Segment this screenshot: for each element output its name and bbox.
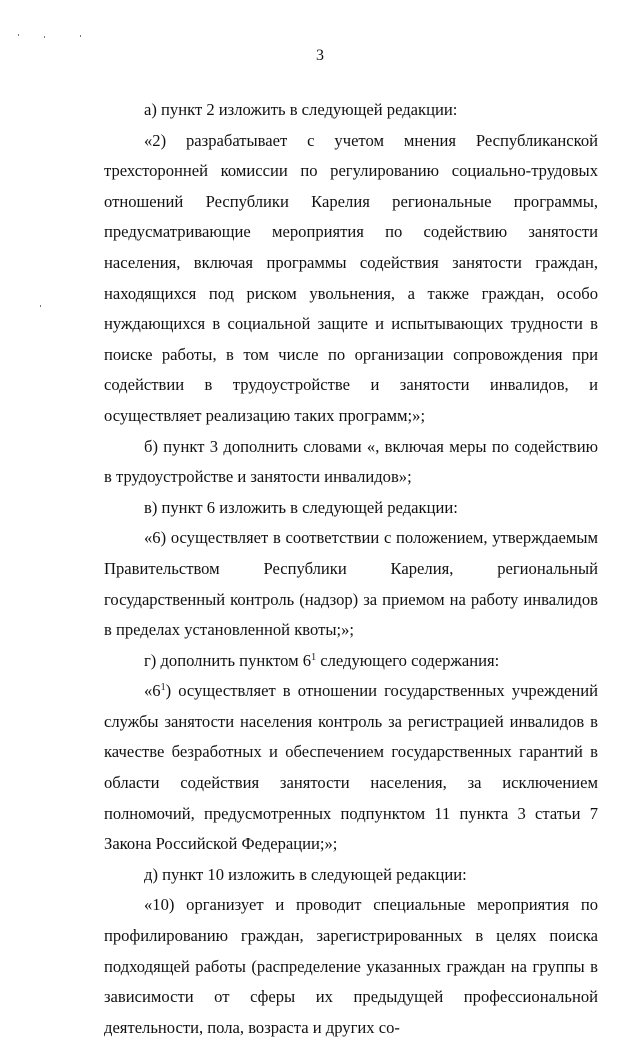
paragraph-text-after: ) осуществляет в отношении государственных учреждений службы занятости населения контроль за регистрацией инвалидов в качестве безработных и обеспечением государственных гарантий в области содействия занятости населения, за исключением полномочий, предусмотренных подпунктом 11 пункта 3 статьи 7 Закона Российской Федерации;»;: [104, 681, 598, 854]
scan-speck: [80, 35, 81, 37]
paragraph-point-6-1-text: [104, 676, 598, 860]
paragraph-item-d: д) пункт 10 изложить в следующей редакции:: [144, 864, 467, 884]
paragraph-point-10-text: «10) организует и проводит специальные мероприятия по профилированию граждан, зарегистрированных в целях поиска подходящей работы (распределение указанных граждан на группы в зависимости от сферы их предыдущей профессиональной деятельности, пола, возраста и других со-: [104, 895, 598, 1037]
document-body: [104, 95, 598, 1043]
paragraph-item-g: [104, 646, 598, 677]
paragraph-item-a: а) пункт 2 изложить в следующей редакции:: [144, 100, 458, 119]
paragraph-text-after: следующего содержания:: [316, 650, 500, 670]
scan-speck: [40, 305, 41, 307]
superscript-index: 1: [311, 651, 317, 663]
paragraph-text-before: «6: [144, 681, 161, 701]
paragraph-text-before: г) дополнить пунктом 6: [144, 650, 312, 670]
superscript-index: 1: [160, 682, 166, 694]
page-number: 3: [316, 47, 324, 64]
scan-speck: [18, 34, 19, 36]
scan-speck: [44, 36, 45, 38]
paragraph-point-2-text: «2) разрабатывает с учетом мнения Республиканской трехсторонней комиссии по регулированию социально-трудовых отношений Республики Карелия региональные программы, предусматривающие мероприятия по содействию занятости населения, включая программы содействия занятости граждан, находящихся под риском увольнения, а также граждан, особо нуждающихся в социальной защите и испытывающих трудности в поиске работы, в том числе по организации сопровождения при содействии в трудоустройстве и занятости инвалидов, и осуществляет реализацию таких программ;»;: [104, 130, 598, 425]
paragraph-point-6-text: «6) осуществляет в соответствии с положением, утверждаемым Правительством Республики Карелия, региональный государственный контроль (надзор) за приемом на работу инвалидов в пределах установленной квоты;»;: [104, 528, 598, 640]
paragraph-item-v: в) пункт 6 изложить в следующей редакции:: [144, 497, 458, 517]
paragraph-item-b: б) пункт 3 дополнить словами «, включая меры по содействию в трудоустройстве и занятости инвалидов»;: [104, 436, 598, 487]
